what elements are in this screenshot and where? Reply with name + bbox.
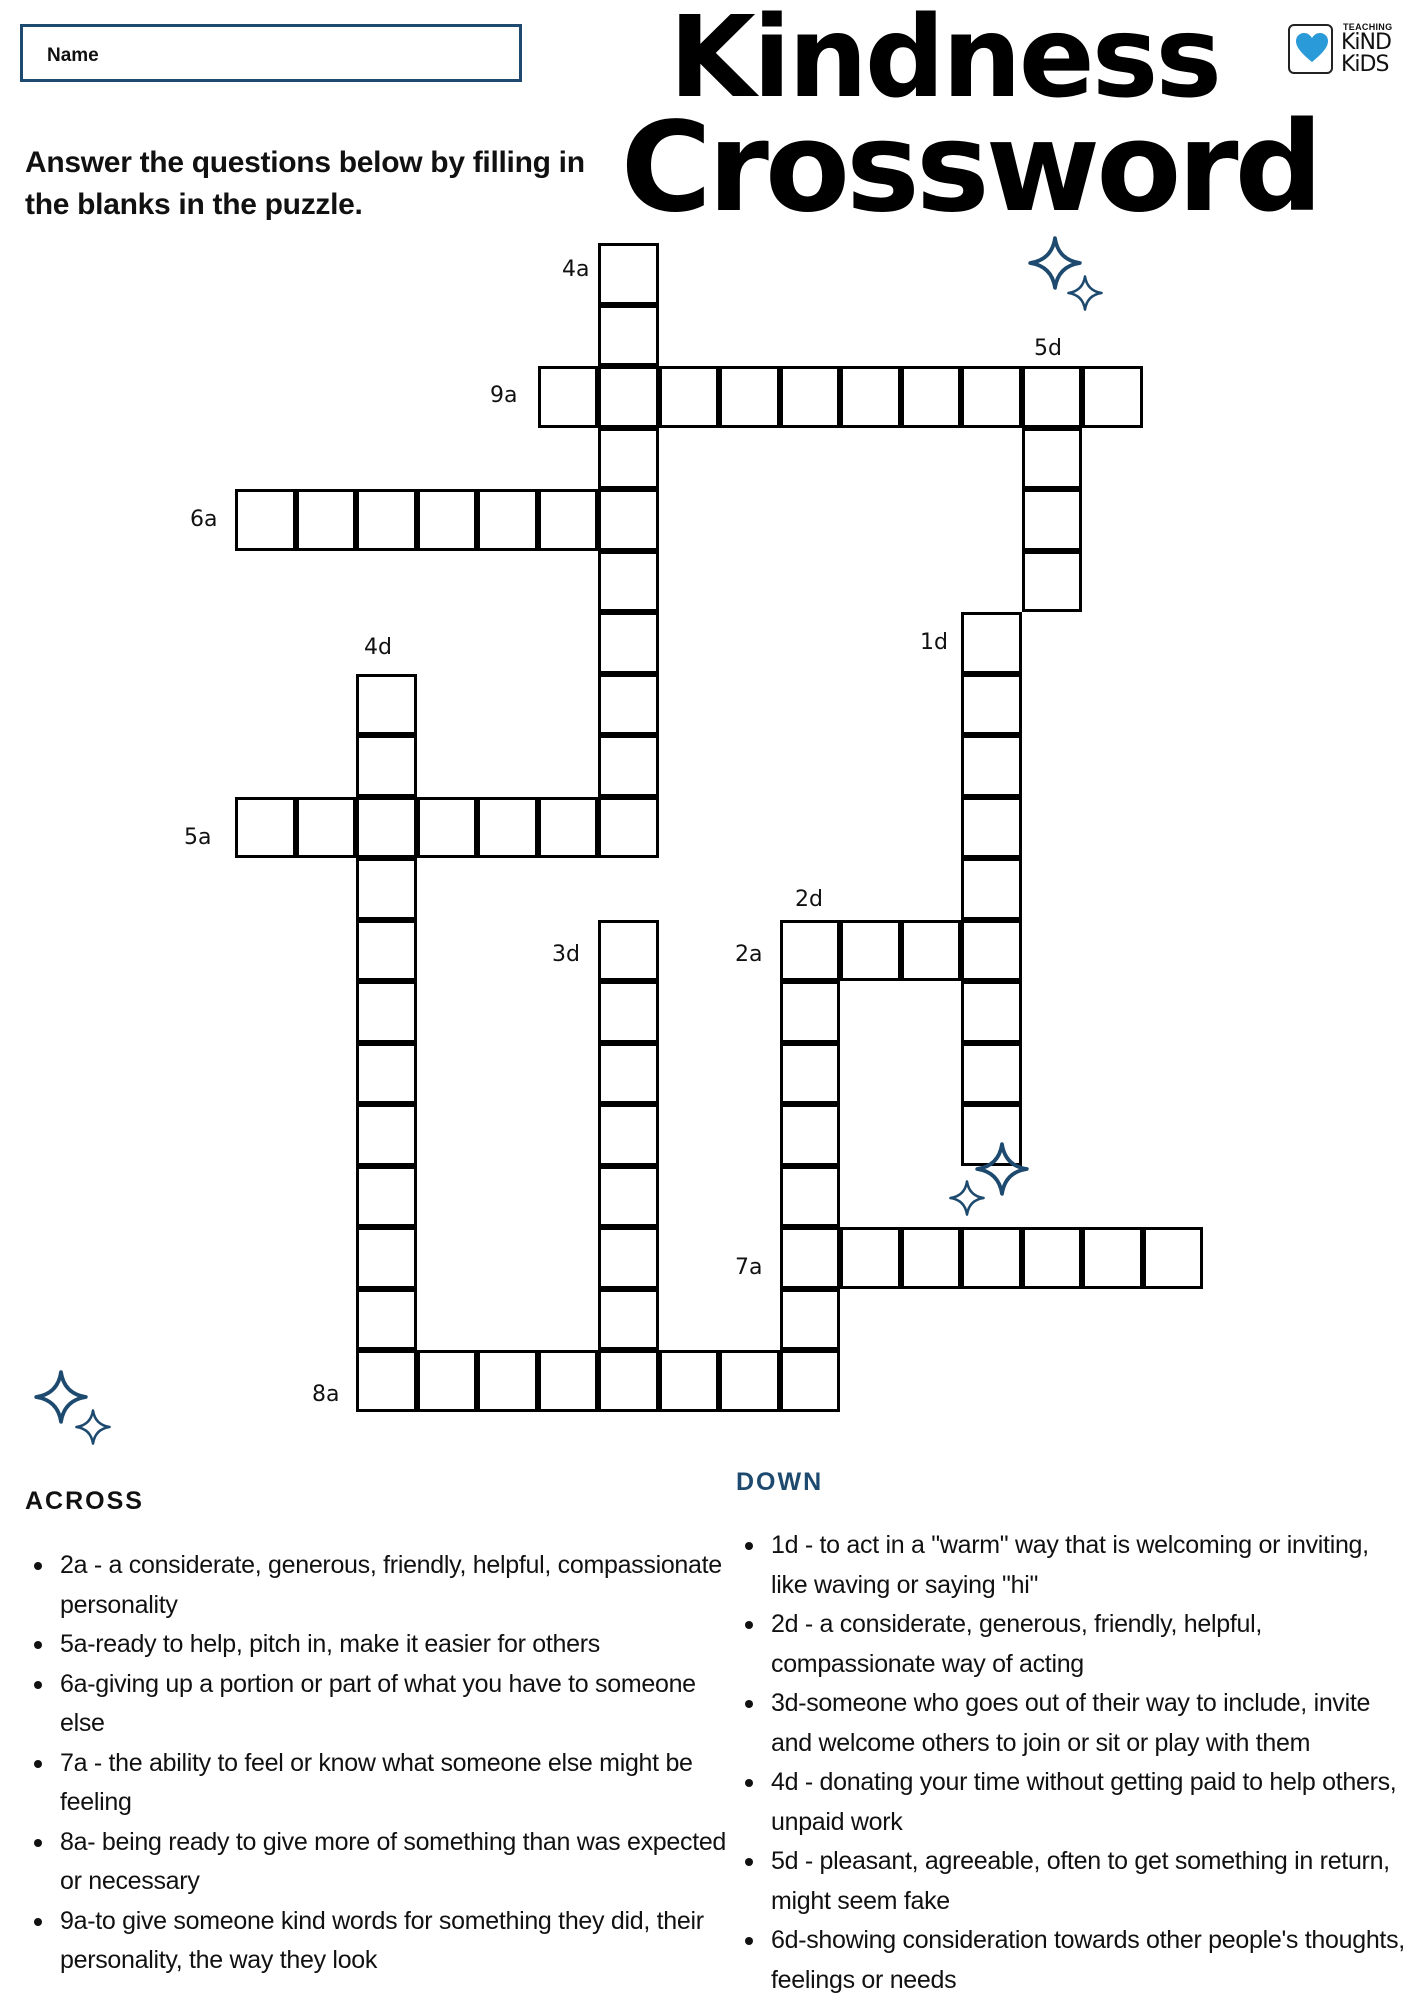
crossword-cell[interactable] xyxy=(1082,1227,1143,1289)
crossword-cell[interactable] xyxy=(598,612,659,674)
name-field[interactable] xyxy=(20,24,522,82)
crossword-cell[interactable] xyxy=(356,489,417,551)
down-clue: 2d - a considerate, generous, friendly, helpful, compassionate way of acting xyxy=(736,1605,1411,1684)
crossword-cell[interactable] xyxy=(901,1227,962,1289)
crossword-cell[interactable] xyxy=(356,797,417,859)
crossword-cell[interactable] xyxy=(598,674,659,736)
clue-number-9a: 9a xyxy=(490,383,518,408)
crossword-cell[interactable] xyxy=(598,428,659,490)
down-clue: 4d - donating your time without getting paid to help others, unpaid work xyxy=(736,1763,1411,1842)
crossword-cell[interactable] xyxy=(356,1289,417,1351)
crossword-cell[interactable] xyxy=(1022,489,1083,551)
clue-number-2d: 2d xyxy=(795,887,823,912)
crossword-cell[interactable] xyxy=(1082,366,1143,428)
crossword-cell[interactable] xyxy=(961,981,1022,1043)
clue-number-4a: 4a xyxy=(562,257,590,282)
crossword-cell[interactable] xyxy=(840,920,901,982)
crossword-cell[interactable] xyxy=(598,1166,659,1228)
across-clue: 5a-ready to help, pitch in, make it easier for others xyxy=(25,1625,740,1665)
crossword-cell[interactable] xyxy=(901,920,962,982)
across-heading: ACROSS xyxy=(25,1487,144,1515)
title-line-2: Crossword xyxy=(620,96,1320,240)
heart-icon xyxy=(1295,32,1329,64)
teaching-kind-kids-logo xyxy=(1283,18,1408,90)
crossword-cell[interactable] xyxy=(598,797,659,859)
crossword-cell[interactable] xyxy=(780,366,841,428)
down-clue: 3d-someone who goes out of their way to include, invite and welcome others to join or sit or play with them xyxy=(736,1684,1411,1763)
crossword-cell[interactable] xyxy=(356,981,417,1043)
crossword-cell[interactable] xyxy=(719,1350,780,1412)
crossword-cell[interactable] xyxy=(477,1350,538,1412)
crossword-cell[interactable] xyxy=(598,305,659,367)
crossword-cell[interactable] xyxy=(356,1350,417,1412)
logo-main-text xyxy=(1341,32,1391,76)
clue-number-5a: 5a xyxy=(184,825,212,850)
clue-number-8a: 8a xyxy=(312,1382,340,1407)
crossword-cell[interactable] xyxy=(598,551,659,613)
clue-number-6a: 6a xyxy=(190,507,218,532)
crossword-cell[interactable] xyxy=(780,1043,841,1105)
crossword-cell[interactable] xyxy=(840,1227,901,1289)
crossword-cell[interactable] xyxy=(417,797,478,859)
crossword-cell[interactable] xyxy=(780,1104,841,1166)
crossword-cell[interactable] xyxy=(598,1350,659,1412)
crossword-cell[interactable] xyxy=(235,797,296,859)
crossword-cell[interactable] xyxy=(961,366,1022,428)
crossword-cell[interactable] xyxy=(598,920,659,982)
crossword-cell[interactable] xyxy=(598,1104,659,1166)
crossword-cell[interactable] xyxy=(598,243,659,305)
sparkle-icon xyxy=(1067,275,1103,311)
crossword-cell[interactable] xyxy=(296,797,357,859)
crossword-cell[interactable] xyxy=(961,612,1022,674)
down-clue: 5d - pleasant, agreeable, often to get something in return, might seem fake xyxy=(736,1842,1411,1921)
across-clue: 8a- being ready to give more of something than was expected or necessary xyxy=(25,1823,740,1902)
crossword-cell[interactable] xyxy=(417,489,478,551)
crossword-cell[interactable] xyxy=(538,797,599,859)
page-title xyxy=(620,0,1320,240)
crossword-cell[interactable] xyxy=(780,1166,841,1228)
crossword-cell[interactable] xyxy=(538,489,599,551)
crossword-cell[interactable] xyxy=(598,366,659,428)
crossword-cell[interactable] xyxy=(598,1289,659,1351)
crossword-cell[interactable] xyxy=(356,735,417,797)
crossword-cell[interactable] xyxy=(477,797,538,859)
crossword-cell[interactable] xyxy=(356,1166,417,1228)
clue-number-1d: 1d xyxy=(920,630,948,655)
crossword-cell[interactable] xyxy=(719,366,780,428)
clue-number-2a: 2a xyxy=(735,942,763,967)
crossword-cell[interactable] xyxy=(840,366,901,428)
crossword-cell[interactable] xyxy=(1022,428,1083,490)
logo-small-text: TEACHING xyxy=(1343,22,1393,32)
crossword-cell[interactable] xyxy=(961,797,1022,859)
clue-number-3d: 3d xyxy=(552,942,580,967)
logo-line-1: KiND xyxy=(1341,30,1391,55)
clue-number-4d: 4d xyxy=(364,635,392,660)
crossword-cell[interactable] xyxy=(538,366,599,428)
clue-number-5d: 5d xyxy=(1034,336,1062,361)
clue-number-7a: 7a xyxy=(735,1255,763,1280)
crossword-cell[interactable] xyxy=(598,489,659,551)
crossword-cell[interactable] xyxy=(901,366,962,428)
crossword-cell[interactable] xyxy=(356,920,417,982)
across-clue-list xyxy=(25,1546,740,1981)
crossword-cell[interactable] xyxy=(1022,366,1083,428)
down-clue: 6d-showing consideration towards other people's thoughts, feelings or needs xyxy=(736,1921,1411,2000)
crossword-cell[interactable] xyxy=(780,920,841,982)
sparkle-icon xyxy=(949,1180,985,1216)
crossword-cell[interactable] xyxy=(659,366,720,428)
crossword-cell[interactable] xyxy=(961,858,1022,920)
crossword-cell[interactable] xyxy=(598,1227,659,1289)
across-clue: 7a - the ability to feel or know what someone else might be feeling xyxy=(25,1744,740,1823)
crossword-cell[interactable] xyxy=(1022,1227,1083,1289)
crossword-cell[interactable] xyxy=(1022,551,1083,613)
name-label: Name xyxy=(47,45,99,66)
crossword-cell[interactable] xyxy=(659,1350,720,1412)
crossword-cell[interactable] xyxy=(477,489,538,551)
logo-line-2: KiDS xyxy=(1341,52,1389,77)
crossword-cell[interactable] xyxy=(417,1350,478,1412)
crossword-cell[interactable] xyxy=(780,1289,841,1351)
sparkle-icon xyxy=(75,1409,111,1445)
crossword-cell[interactable] xyxy=(598,981,659,1043)
crossword-cell[interactable] xyxy=(780,1227,841,1289)
crossword-cell[interactable] xyxy=(538,1350,599,1412)
crossword-cell[interactable] xyxy=(296,489,357,551)
across-clue: 6a-giving up a portion or part of what you have to someone else xyxy=(25,1665,740,1744)
crossword-cell[interactable] xyxy=(1143,1227,1204,1289)
crossword-cell[interactable] xyxy=(356,858,417,920)
crossword-cell[interactable] xyxy=(961,735,1022,797)
across-clue: 2a - a considerate, generous, friendly, helpful, compassionate personality xyxy=(25,1546,740,1625)
crossword-cell[interactable] xyxy=(961,674,1022,736)
crossword-cell[interactable] xyxy=(356,1227,417,1289)
crossword-cell[interactable] xyxy=(598,1043,659,1105)
crossword-cell[interactable] xyxy=(356,1043,417,1105)
crossword-cell[interactable] xyxy=(356,674,417,736)
crossword-cell[interactable] xyxy=(961,920,1022,982)
down-clue-list xyxy=(736,1526,1411,2000)
crossword-cell[interactable] xyxy=(356,1104,417,1166)
crossword-cell[interactable] xyxy=(235,489,296,551)
crossword-cell[interactable] xyxy=(598,735,659,797)
instructions-text: Answer the questions below by filling in the blanks in the puzzle. xyxy=(25,146,585,221)
crossword-cell[interactable] xyxy=(780,981,841,1043)
title-line-1: Kindness xyxy=(668,0,1220,123)
down-clue: 1d - to act in a "warm" way that is welcoming or inviting, like waving or saying "hi" xyxy=(736,1526,1411,1605)
crossword-cell[interactable] xyxy=(961,1227,1022,1289)
crossword-cell[interactable] xyxy=(780,1350,841,1412)
crossword-cell[interactable] xyxy=(961,1043,1022,1105)
down-heading: DOWN xyxy=(736,1468,824,1496)
across-clue: 9a-to give someone kind words for something they did, their personality, the way they look xyxy=(25,1902,740,1981)
